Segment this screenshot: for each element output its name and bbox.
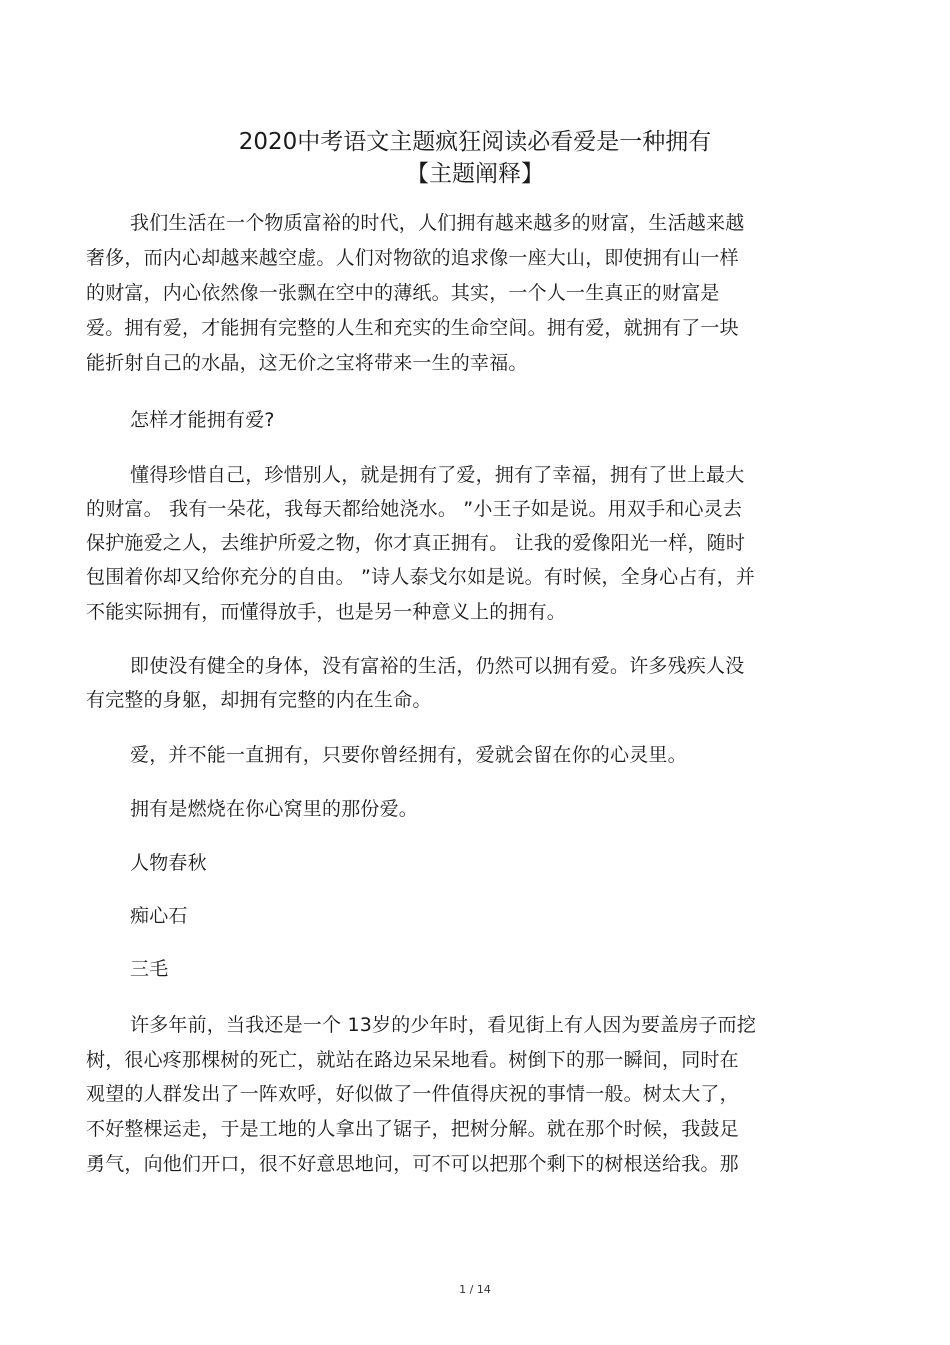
- paragraph-line: 拥有是燃烧在你心窝里的那份爱。: [130, 798, 419, 820]
- paragraph-line: 的财富，内心依然像一张飘在空中的薄纸。其实，一个人一生真正的财富是: [86, 282, 720, 304]
- paragraph-line: 奢侈，而内心却越来越空虚。人们对物欲的追求像一座大山，即使拥有山一样: [86, 247, 739, 269]
- paragraph-line: 的财富。 我有一朵花，我每天都给她浇水。 ”小王子如是说。用双手和心灵去: [86, 498, 743, 520]
- article-author: 三毛: [130, 958, 169, 980]
- section-label: 人物春秋: [130, 852, 207, 874]
- page-number: 1 / 14: [459, 1283, 491, 1296]
- paragraph-line: 勇气，向他们开口，很不好意思地问，可不可以把那个剩下的树根送给我。那: [86, 1153, 739, 1175]
- paragraph-line: 能折射自己的水晶，这无价之宝将带来一生的幸福。: [86, 352, 528, 374]
- section-heading: 【主题阐释】: [406, 161, 544, 187]
- paragraph-line: 即使没有健全的身体，没有富裕的生活，仍然可以拥有爱。许多残疾人没: [130, 655, 745, 677]
- paragraph-line: 懂得珍惜自己，珍惜别人，就是拥有了爱，拥有了幸福，拥有了世上最大: [130, 464, 745, 486]
- paragraph-line: 怎样才能拥有爱?: [130, 409, 275, 431]
- paragraph-line: 观望的人群发出了一阵欢呼，好似做了一件值得庆祝的事情一般。树太大了，: [86, 1083, 739, 1105]
- paragraph-line: 包围着你却又给你充分的自由。 ”诗人泰戈尔如是说。有时候，全身心占有，并: [86, 566, 756, 588]
- article-title: 痴心石: [130, 905, 188, 927]
- paragraph-line: 保护施爱之人，去维护所爱之物，你才真正拥有。 让我的爱像阳光一样，随时: [86, 532, 746, 554]
- paragraph-line: 我们生活在一个物质富裕的时代，人们拥有越来越多的财富，生活越来越: [130, 212, 745, 234]
- paragraph-line: 爱，并不能一直拥有，只要你曾经拥有，爱就会留在你的心灵里。: [130, 744, 687, 766]
- paragraph-line: 爱。拥有爱，才能拥有完整的人生和充实的生命空间。拥有爱，就拥有了一块: [86, 317, 739, 339]
- paragraph-line: 不能实际拥有，而懂得放手，也是另一种意义上的拥有。: [86, 601, 567, 623]
- document-title: 2020中考语文主题疯狂阅读必看爱是一种拥有: [238, 129, 712, 155]
- paragraph-line: 有完整的身躯，却拥有完整的内在生命。: [86, 689, 432, 711]
- paragraph-line: 许多年前，当我还是一个 13岁的少年时，看见街上有人因为要盖房子而挖: [130, 1014, 757, 1036]
- paragraph-line: 树，很心疼那棵树的死亡，就站在路边呆呆地看。树倒下的那一瞬间，同时在: [86, 1049, 739, 1071]
- paragraph-line: 不好整棵运走，于是工地的人拿出了锯子，把树分解。就在那个时候，我鼓足: [86, 1118, 739, 1140]
